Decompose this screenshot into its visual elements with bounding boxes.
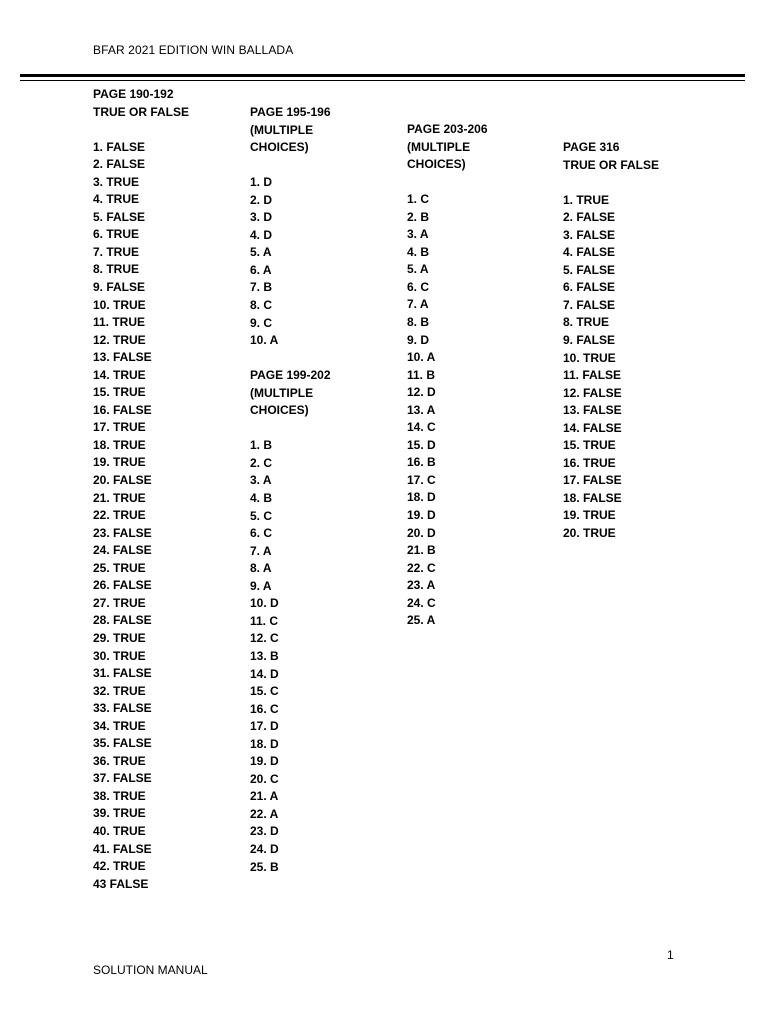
answer-item: 14. FALSE — [563, 420, 622, 435]
blank-line — [250, 350, 331, 368]
answer-item: 21. TRUE — [93, 490, 146, 505]
blank-line — [250, 420, 331, 438]
answer-item: 18. D — [407, 490, 436, 505]
answer-item: 23. A — [407, 578, 436, 593]
answer-item: 2. C — [250, 455, 273, 470]
answer-item: 12. D — [407, 385, 436, 400]
answer-item: 16. FALSE — [93, 402, 152, 417]
answer-column-page-195-202 — [250, 104, 331, 876]
section-heading: CHOICES) — [250, 403, 309, 418]
answer-item: 4. FALSE — [563, 245, 616, 260]
answer-item: 25. TRUE — [93, 560, 146, 575]
answer-item: 13. FALSE — [563, 403, 622, 418]
answer-item: 18. TRUE — [93, 437, 146, 452]
blank-line — [407, 174, 488, 192]
section-heading: PAGE 316 — [563, 140, 620, 154]
answer-item: 41. FALSE — [93, 841, 152, 856]
answer-item: 25. B — [250, 859, 279, 874]
answer-item: 9. A — [250, 578, 272, 593]
answer-item: 5. A — [250, 245, 272, 260]
answer-item: 1. B — [250, 438, 273, 453]
section-heading: (MULTIPLE — [407, 139, 471, 154]
section-heading: (MULTIPLE — [250, 122, 314, 137]
answer-item: 3. A — [250, 473, 272, 488]
answer-item: 19. D — [250, 754, 279, 769]
answer-item: 14. D — [250, 666, 279, 681]
answer-item: 7. A — [250, 543, 272, 558]
answer-column-page-203-206 — [407, 121, 488, 630]
answer-item: 13. FALSE — [93, 350, 152, 365]
answer-item: 13. B — [250, 648, 279, 663]
answer-item: 20. D — [407, 525, 436, 540]
answer-item: 20. FALSE — [93, 473, 152, 488]
answer-item: 9. FALSE — [93, 280, 146, 295]
answer-item: 22. TRUE — [93, 508, 146, 523]
answer-item: 31. FALSE — [93, 666, 152, 681]
answer-item: 13. A — [407, 402, 436, 417]
section-heading: PAGE 190-192 — [93, 87, 174, 101]
answer-item: 8. A — [250, 561, 272, 576]
answer-item: 17. TRUE — [93, 420, 146, 435]
blank-line — [250, 157, 331, 175]
document-footer-title: SOLUTION MANUAL — [93, 963, 208, 977]
answer-item: 5. FALSE — [93, 209, 146, 224]
answer-item: 37. FALSE — [93, 771, 152, 786]
section-heading: CHOICES) — [407, 157, 466, 172]
section-heading: TRUE OR FALSE — [563, 157, 660, 172]
answer-item: 8. TRUE — [93, 262, 140, 277]
answer-item: 10. TRUE — [563, 350, 616, 365]
blank-line — [93, 121, 189, 139]
answer-item: 40. TRUE — [93, 823, 146, 838]
answer-item: 11. TRUE — [93, 315, 146, 330]
answer-item: 1. D — [250, 175, 273, 190]
answer-item: 22. A — [250, 806, 279, 821]
answer-item: 7. A — [407, 297, 429, 312]
answer-item: 4. D — [250, 227, 273, 242]
section-heading: (MULTIPLE — [250, 385, 314, 400]
answer-item: 33. FALSE — [93, 701, 152, 716]
answer-item: 29. TRUE — [93, 630, 146, 645]
answer-item: 19. TRUE — [93, 455, 146, 470]
answer-item: 21. A — [250, 789, 279, 804]
answer-item: 3. A — [407, 227, 429, 242]
answer-item: 1. FALSE — [93, 139, 146, 154]
answer-item: 6. FALSE — [563, 280, 616, 295]
answer-item: 12. TRUE — [93, 332, 146, 347]
answer-item: 23. FALSE — [93, 525, 152, 540]
answer-item: 18. FALSE — [563, 490, 622, 505]
answer-item: 23. D — [250, 824, 279, 839]
answer-item: 6. TRUE — [93, 227, 140, 242]
section-heading: PAGE 195-196 — [250, 105, 331, 119]
header-rule-thick — [20, 74, 745, 77]
answer-item: 24. C — [407, 595, 436, 610]
answer-item: 20. TRUE — [563, 526, 616, 541]
answer-item: 7. FALSE — [563, 297, 616, 312]
answer-item: 8. TRUE — [563, 315, 610, 330]
answer-item: 15. TRUE — [93, 385, 146, 400]
answer-item: 14. C — [407, 420, 436, 435]
answer-item: 10. D — [250, 596, 279, 611]
answer-item: 10. A — [250, 333, 279, 348]
answer-item: 15. TRUE — [563, 438, 616, 453]
answer-item: 7. B — [250, 280, 273, 295]
answer-item: 2. B — [407, 209, 430, 224]
answer-item: 15. D — [407, 437, 436, 452]
answer-item: 2. D — [250, 192, 273, 207]
answer-item: 24. FALSE — [93, 543, 152, 558]
answer-item: 11. C — [250, 613, 279, 628]
answer-item: 26. FALSE — [93, 578, 152, 593]
answer-item: 12. FALSE — [563, 385, 622, 400]
section-heading: PAGE 203-206 — [407, 122, 488, 136]
answer-item: 34. TRUE — [93, 718, 146, 733]
answer-item: 8. C — [250, 298, 273, 313]
answer-item: 2. FALSE — [93, 157, 146, 172]
answer-item: 6. C — [250, 526, 273, 541]
answer-item: 9. C — [250, 315, 273, 330]
answer-item: 35. FALSE — [93, 736, 152, 751]
blank-line — [563, 174, 659, 192]
answer-item: 10. A — [407, 350, 436, 365]
section-heading: CHOICES) — [250, 140, 309, 155]
answer-item: 38. TRUE — [93, 788, 146, 803]
answer-item: 21. B — [407, 543, 436, 558]
answer-item: 32. TRUE — [93, 683, 146, 698]
answer-item: 7. TRUE — [93, 244, 140, 259]
answer-item: 19. TRUE — [563, 508, 616, 523]
answer-item: 14. TRUE — [93, 367, 146, 382]
answer-item: 25. A — [407, 613, 436, 628]
answer-item: 6. A — [250, 262, 272, 277]
answer-column-page-190-192 — [93, 86, 189, 893]
answer-item: 1. TRUE — [563, 192, 610, 207]
answer-item: 3. D — [250, 210, 273, 225]
answer-item: 20. C — [250, 771, 279, 786]
answer-item: 6. C — [407, 279, 430, 294]
answer-column-page-316 — [563, 139, 659, 543]
answer-item: 5. A — [407, 262, 429, 277]
document-header-title: BFAR 2021 EDITION WIN BALLADA — [93, 43, 294, 57]
answer-item: 4. TRUE — [93, 192, 140, 207]
answer-item: 16. B — [407, 455, 436, 470]
answer-item: 39. TRUE — [93, 806, 146, 821]
answer-item: 5. FALSE — [563, 262, 616, 277]
answer-item: 4. B — [250, 491, 273, 506]
answer-item: 12. C — [250, 631, 279, 646]
section-heading: PAGE 199-202 — [250, 368, 331, 383]
answer-item: 30. TRUE — [93, 648, 146, 663]
answer-item: 3. TRUE — [93, 174, 140, 189]
answer-item: 16. TRUE — [563, 455, 616, 470]
answer-item: 1. C — [407, 192, 430, 207]
answer-item: 9. FALSE — [563, 333, 616, 348]
answer-item: 22. C — [407, 560, 436, 575]
answer-item: 5. C — [250, 508, 273, 523]
answer-item: 28. FALSE — [93, 613, 152, 628]
answer-item: 3. FALSE — [563, 227, 616, 242]
answer-item: 36. TRUE — [93, 753, 146, 768]
answer-item: 42. TRUE — [93, 859, 146, 874]
answer-item: 4. B — [407, 244, 430, 259]
answer-item: 10. TRUE — [93, 297, 146, 312]
answer-item: 2. FALSE — [563, 210, 616, 225]
answer-item: 19. D — [407, 508, 436, 523]
answer-item: 27. TRUE — [93, 595, 146, 610]
header-rule-thin — [20, 80, 745, 81]
section-heading: TRUE OR FALSE — [93, 104, 190, 119]
answer-item: 11. FALSE — [563, 368, 622, 383]
answer-item: 17. FALSE — [563, 473, 622, 488]
page-number: 1 — [667, 948, 674, 962]
answer-item: 18. D — [250, 736, 279, 751]
answer-item: 24. D — [250, 841, 279, 856]
answer-item: 43 FALSE — [93, 876, 149, 891]
answer-item: 11. B — [407, 367, 436, 382]
answer-item: 17. C — [407, 472, 436, 487]
answer-item: 16. C — [250, 701, 279, 716]
answer-item: 15. C — [250, 684, 279, 699]
answer-item: 8. B — [407, 315, 430, 330]
answer-item: 17. D — [250, 719, 279, 734]
answer-item: 9. D — [407, 332, 430, 347]
